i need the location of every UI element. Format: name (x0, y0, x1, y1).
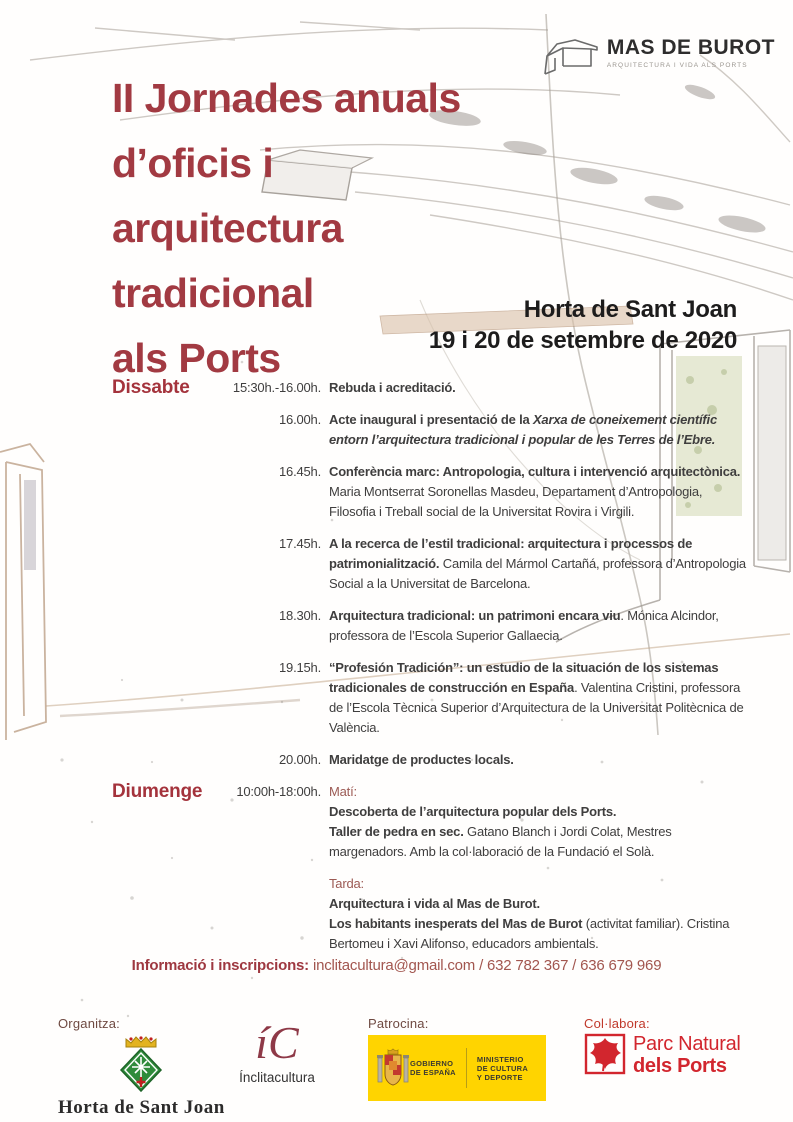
ministerio-line: MINISTERIO (476, 1054, 524, 1064)
ministerio-line: DE CULTURA (476, 1063, 529, 1073)
schedule (0, 378, 793, 966)
schedule-row (0, 658, 793, 738)
contact-label: Informació i inscripcions: (131, 957, 309, 974)
brand-tagline: ARQUITECTURA I VIDA ALS PORTS (606, 62, 748, 69)
collabora-group (584, 1016, 741, 1077)
title-line: d’oficis i (112, 140, 274, 186)
gobierno-text (410, 1059, 456, 1077)
contact-line (0, 957, 793, 974)
event-line (329, 822, 749, 862)
poster-title (112, 66, 461, 391)
organitza-label: Organitza: (58, 1016, 120, 1031)
event-time: 17.45h. (279, 536, 321, 551)
event-title: “Profesión Tradición”: un estudio de la situación de los sistemas tradicionales de construcción en España (329, 660, 719, 695)
spain-coat-of-arms-icon (376, 1046, 410, 1090)
inclitacultura-group (232, 1016, 322, 1085)
event-title: Maridatge de productes locals. (329, 752, 514, 767)
brand-name: MAS DE BUROT (606, 36, 775, 59)
event-place: Horta de Sant Joan (523, 296, 737, 323)
horta-coat-of-arms-icon (118, 1033, 164, 1095)
parc-line2: dels Ports (633, 1055, 727, 1077)
gobierno-line: DE ESPAÑA (410, 1068, 456, 1077)
schedule-row (0, 534, 793, 594)
event-time: 10:00h-18:00h. (236, 784, 321, 799)
title-line: II Jornades anuals (112, 75, 461, 121)
event-title: Los habitants inesperats del Mas de Burot (329, 916, 583, 931)
event-title: A la recerca de l’estil tradicional: arquitectura i processos de patrimonialització. (329, 536, 693, 571)
event-detail: (activitat familiar). Cristina Bertomeu i Xavi Alifonso, educadors ambientals. (329, 916, 730, 951)
parc-leaf-icon (584, 1033, 626, 1075)
inclitacultura-logo-text: Ínclitacultura (239, 1070, 315, 1085)
gobierno-espana-logo (368, 1035, 546, 1101)
event-title: Rebuda i acreditació. (329, 380, 456, 395)
event-time: 18.30h. (279, 608, 321, 623)
schedule-row (0, 782, 793, 862)
horta-logo-text: Horta de Sant Joan (58, 1097, 225, 1118)
schedule-row (0, 606, 793, 646)
parc-natural-logo (584, 1033, 741, 1077)
event-title: Conferència marc: Antropologia, cultura i intervenció arquitectònica. (329, 464, 741, 479)
schedule-row (0, 750, 793, 770)
event-title-italic: Xarxa de coneixement científic entorn l’arquitectura tradicional i popular de les Terres de l’Ebre. (329, 412, 717, 447)
event-time: 15:30h.-16.00h. (232, 380, 321, 395)
event-title: Descoberta de l’arquitectura popular dels Ports. (329, 804, 617, 819)
patrocina-label: Patrocina: (368, 1016, 429, 1031)
title-line: als Ports (112, 335, 281, 381)
collabora-label: Col·labora: (584, 1016, 650, 1031)
event-title: Acte inaugural i presentació de la (329, 412, 533, 427)
patrocina-group (368, 1016, 546, 1101)
title-line: arquitectura (112, 205, 343, 251)
organitza-group (58, 1016, 223, 1119)
inclitacultura-monogram-icon: íC (255, 1017, 299, 1068)
mas-de-burot-logo (541, 36, 775, 80)
day-label-dissabte: Dissabte (112, 377, 190, 398)
parc-line1: Parc Natural (633, 1033, 741, 1055)
event-title: Arquitectura i vida al Mas de Burot. (329, 896, 540, 911)
event-line (329, 914, 749, 954)
schedule-row (0, 378, 793, 398)
parc-logo-text (633, 1033, 741, 1077)
event-detail: Gatano Blanch i Jordi Colat, Mestres margenadors. Amb la col·laboració de la Fundació el Solà. (329, 824, 672, 859)
ministerio-line: Y DEPORTE (476, 1072, 523, 1082)
title-line: tradicional (112, 270, 314, 316)
contact-info: inclitacultura@gmail.com / 632 782 367 / 636 679 969 (312, 957, 662, 974)
tarda-label: Tarda: (329, 876, 364, 891)
gobierno-divider (466, 1048, 467, 1088)
footer (0, 1016, 793, 1116)
event-time: 19.15h. (279, 660, 321, 675)
event-detail: Maria Montserrat Soronellas Masdeu, Departament d’Antropologia, Filosofia i Treball social de la Universitat Rovira i Virgili. (329, 484, 703, 519)
schedule-row (0, 462, 793, 522)
event-time: 16.45h. (279, 464, 321, 479)
event-time: 20.00h. (279, 752, 321, 767)
event-title: Arquitectura tradicional: un patrimoni encara viu (329, 608, 621, 623)
day-label-diumenge: Diumenge (112, 781, 203, 802)
event-detail: . Valentina Cristini, professora de l’Escola Tècnica Superior d’Arquitectura de la Universitat Politècnica de València. (329, 680, 744, 735)
schedule-row (0, 874, 793, 954)
event-detail: Camila del Mármol Cartañá, professora d’Antropologia Social a la Universitat de Barcelona. (329, 556, 746, 591)
gobierno-line: GOBIERNO (410, 1059, 454, 1068)
mati-label: Matí: (329, 784, 357, 799)
house-icon (541, 36, 599, 80)
event-title: Taller de pedra en sec. (329, 824, 464, 839)
schedule-row (0, 410, 793, 450)
event-time: 16.00h. (279, 412, 321, 427)
event-info (429, 294, 737, 356)
ministerio-text (477, 1055, 528, 1082)
event-dates: 19 i 20 de setembre de 2020 (428, 327, 737, 354)
event-detail: . Mónica Alcindor, professora de l’Escola Superior Gallaecia. (329, 608, 719, 643)
